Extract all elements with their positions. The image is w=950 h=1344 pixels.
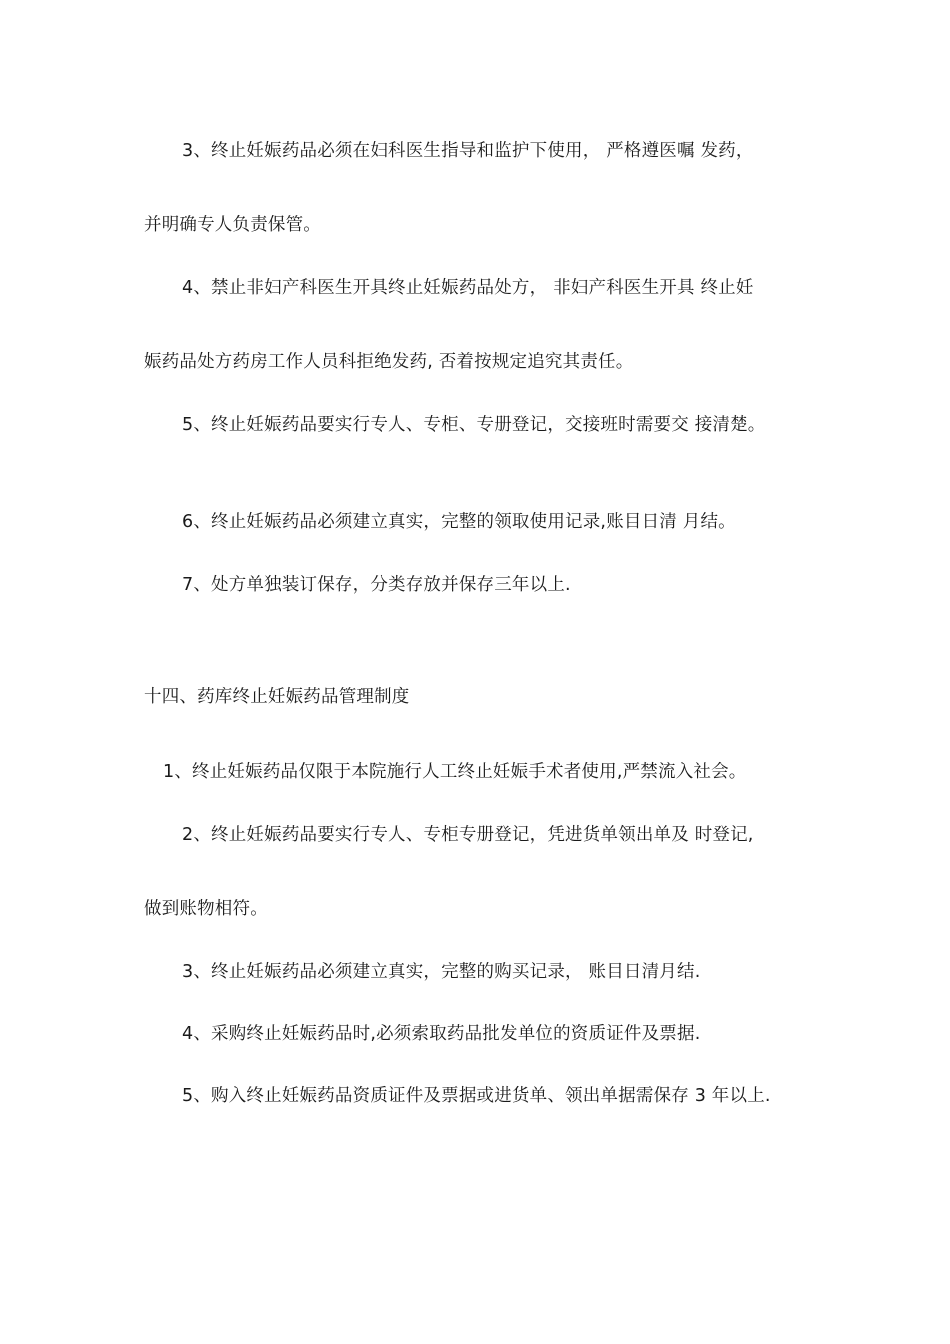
warehouse-rule-1-line: 1、终止妊娠药品仅限于本院施行人工终止妊娠手术者使用,严禁流入社会。 [163, 762, 747, 782]
rule-3-line-2: 并明确专人负责保管。 [144, 215, 321, 235]
rule-4-line-2: 娠药品处方药房工作人员科拒绝发药, 否着按规定追究其责任。 [144, 352, 634, 372]
warehouse-rule-5-line: 5、购入终止妊娠药品资质证件及票据或进货单、领出单据需保存 3 年以上. [182, 1086, 771, 1106]
section-heading: 十四、药库终止妊娠药品管理制度 [144, 687, 410, 707]
rule-7-line: 7、处方单独装订保存，分类存放并保存三年以上. [182, 575, 571, 595]
rule-6-line: 6、终止妊娠药品必须建立真实，完整的领取使用记录,账目日清 月结。 [182, 512, 736, 532]
warehouse-rule-4-line: 4、采购终止妊娠药品时,必须索取药品批发单位的资质证件及票据. [182, 1024, 701, 1044]
rule-5-line: 5、终止妊娠药品要实行专人、专柜、专册登记，交接班时需要交 接清楚。 [182, 415, 766, 435]
warehouse-rule-2-line-2: 做到账物相符。 [144, 899, 268, 919]
warehouse-rule-3-line: 3、终止妊娠药品必须建立真实，完整的购买记录， 账目日清月结. [182, 962, 701, 982]
rule-4-line-1: 4、禁止非妇产科医生开具终止妊娠药品处方， 非妇产科医生开具 终止妊 [182, 278, 754, 298]
rule-3-line-1: 3、终止妊娠药品必须在妇科医生指导和监护下使用， 严格遵医嘱 发药， [182, 141, 754, 161]
warehouse-rule-2-line-1: 2、终止妊娠药品要实行专人、专柜专册登记，凭进货单领出单及 时登记, [182, 825, 754, 845]
